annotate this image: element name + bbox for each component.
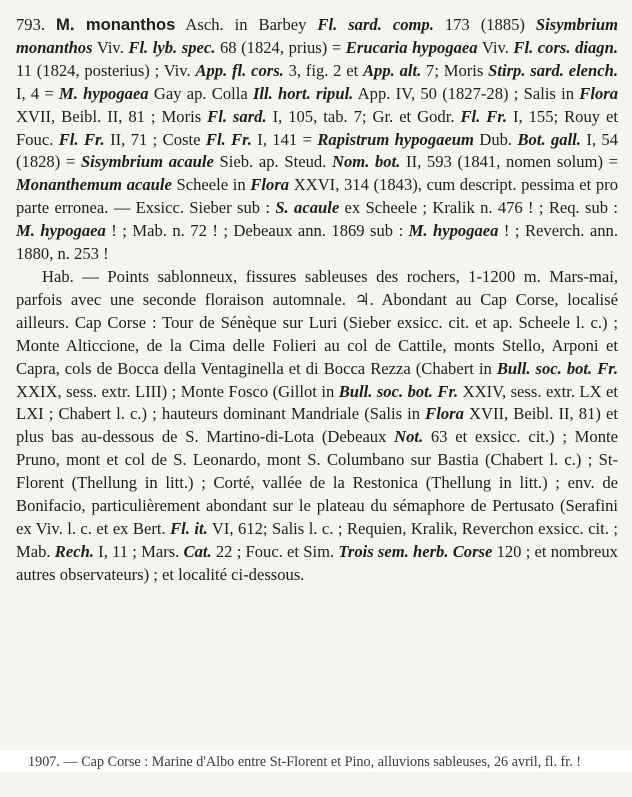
text-run: 7; Moris <box>421 60 489 80</box>
text-run: Gay ap. Colla <box>148 83 253 103</box>
italic-citation: Cat. <box>183 541 212 561</box>
italic-citation: M. hypogaea <box>59 83 149 103</box>
italic-citation: Fl. Fr. <box>460 106 508 126</box>
synonymy-paragraph <box>16 14 618 266</box>
text-run: XXVI, 314 (1843), cum descript. pessima et pro parte erronea. — Exsicc. Sieber sub : <box>16 175 618 218</box>
italic-citation: Bot. gall. <box>517 129 581 149</box>
text-run: XXIX, sess. extr. LIII) ; Monte Fosco (Gillot in <box>16 381 339 401</box>
habitat-paragraph <box>16 266 618 587</box>
text-run: XXIV, sess. extr. LX et LXI ; Chabert l. c.) ; hauteurs dominant Mandriale (Salis in <box>16 381 618 424</box>
entry-number: 793. <box>16 15 46 34</box>
italic-citation: Bull. soc. bot. Fr. <box>338 381 459 401</box>
text-run: Viv. <box>477 37 514 57</box>
text-run: I, 155; Rouy et Fouc. <box>16 106 618 149</box>
italic-citation: Flora <box>425 404 464 424</box>
text-run: 63 et exsicc. cit.) ; Monte Pruno, mont et col de S. Leonardo, mont S. Columbano sur Bastia (Chabert l. c.) ; St-Florent (Thellung in litt.) ; Corté, vallée de la Restonica (Thellung in litt.) ; env. de Bonifacio, particulièrement abondant sur le plateau du sémaphore de Pertusato (Serafini ex Viv. l. c. et ex Bert. <box>16 427 618 538</box>
italic-citation: Fl. sard. comp. <box>317 15 434 34</box>
italic-citation: Fl. cors. diagn. <box>513 37 618 57</box>
text-run: II, 593 (1841, nomen solum) = <box>400 152 619 172</box>
italic-citation: App. fl. cors. <box>195 60 284 80</box>
text-run: I, 141 = <box>251 129 318 149</box>
italic-citation: Fl. lyb. spec. <box>128 37 216 57</box>
synonymy-text <box>16 15 618 263</box>
italic-citation: Erucaria hypogaea <box>345 37 478 57</box>
italic-citation: M. hypogaea <box>408 221 499 241</box>
text-run: 173 (1885) <box>433 15 536 34</box>
text-run: VI, 612; Salis l. c. ; Requien, Kralik, Reverchon exsicc. cit. ; Mab. <box>16 518 618 561</box>
text-run: 11 (1824, posterius) ; Viv. <box>16 60 196 80</box>
italic-citation: Fl. Fr. <box>205 129 252 149</box>
italic-citation: Flora <box>250 175 290 195</box>
italic-citation: Flora <box>579 83 618 103</box>
italic-citation: Rech. <box>54 541 94 561</box>
text-run: I, 105, tab. 7; Gr. et Godr. <box>266 106 461 126</box>
text-run: I, 11 ; Mars. <box>93 541 184 561</box>
text-run: Hab. — Points sablonneux, fissures sableuses des rochers, 1-1200 m. Mars-mai, parfois avec une seconde floraison automnale. ♃. Abondant au Cap Corse, localisé ailleurs. Cap Corse : Tour de Sénèque sur Luri (Sieber exsicc. cit. et ap. Scheele l. c.) ; Monte Alticcione, de la Cima delle Folieri au col de Cattile, monts Stello, Arponi et Capra, cols de Bocca della Ventaginella et di Bocca Rezza (Chabert in <box>16 266 618 378</box>
species-entry <box>16 14 618 587</box>
italic-citation: Sisymbrium monanthos <box>16 15 618 57</box>
italic-citation: M. hypogaea <box>16 221 106 241</box>
text-run: Viv. <box>92 37 129 57</box>
italic-citation: Bull. soc. bot. Fr. <box>496 358 618 378</box>
collection-note: 1907. — Cap Corse : Marine d'Albo entre St-Florent et Pino, alluvions sableuses, 26 avril, fl. fr. ! <box>0 750 632 772</box>
italic-citation: Fl. Fr. <box>58 129 105 149</box>
italic-citation: Stirp. sard. elench. <box>488 60 619 80</box>
text-run: Asch. in Barbey <box>175 15 318 34</box>
text-run: 120 ; et nombreux autres observateurs) ; et localité ci-dessous. <box>16 541 618 584</box>
text-run: Scheele in <box>171 175 251 195</box>
text-run: ex Scheele ; Kralik n. 476 ! ; Req. sub : <box>339 198 618 218</box>
text-run: XVII, Beibl. II, 81 ; Moris <box>16 106 208 126</box>
text-run: Dub. <box>473 129 518 149</box>
italic-citation: Not. <box>394 427 424 447</box>
text-run: I, 54 (1828) = <box>16 129 618 172</box>
italic-citation: Fl. sard. <box>207 106 267 126</box>
text-run: 68 (1824, prius) = <box>215 37 346 57</box>
text-run: I, 4 = <box>16 83 60 103</box>
italic-citation: Monanthemum acaule <box>16 175 172 195</box>
italic-citation: Rapistrum hypogaeum <box>317 129 474 149</box>
text-run: ! ; Reverch. ann. 1880, n. 253 ! <box>16 221 618 264</box>
italic-citation: Fl. it. <box>170 518 208 538</box>
text-run: XVII, Beibl. II, 81) et plus bas au-dessous de S. Martino-di-Lota (Debeaux <box>16 404 618 447</box>
text-run: II, 71 ; Coste <box>104 129 206 149</box>
text-run: Sieb. ap. Steud. <box>213 152 332 172</box>
text-run: ! ; Mab. n. 72 ! ; Debeaux ann. 1869 sub : <box>105 221 409 241</box>
italic-citation: Ill. hort. ripul. <box>252 83 354 103</box>
italic-citation: Sisymbrium acaule <box>80 152 214 172</box>
italic-citation: App. alt. <box>362 60 422 80</box>
species-name: M. monanthos <box>56 15 176 34</box>
italic-citation: S. acaule <box>275 198 340 218</box>
text-run: 22 ; Fouc. et Sim. <box>211 541 339 561</box>
text-run: 3, fig. 2 et <box>283 60 363 80</box>
italic-citation: Trois sem. herb. Corse <box>338 541 493 561</box>
text-run: App. IV, 50 (1827-28) ; Salis in <box>353 83 580 103</box>
italic-citation: Nom. bot. <box>332 152 401 172</box>
